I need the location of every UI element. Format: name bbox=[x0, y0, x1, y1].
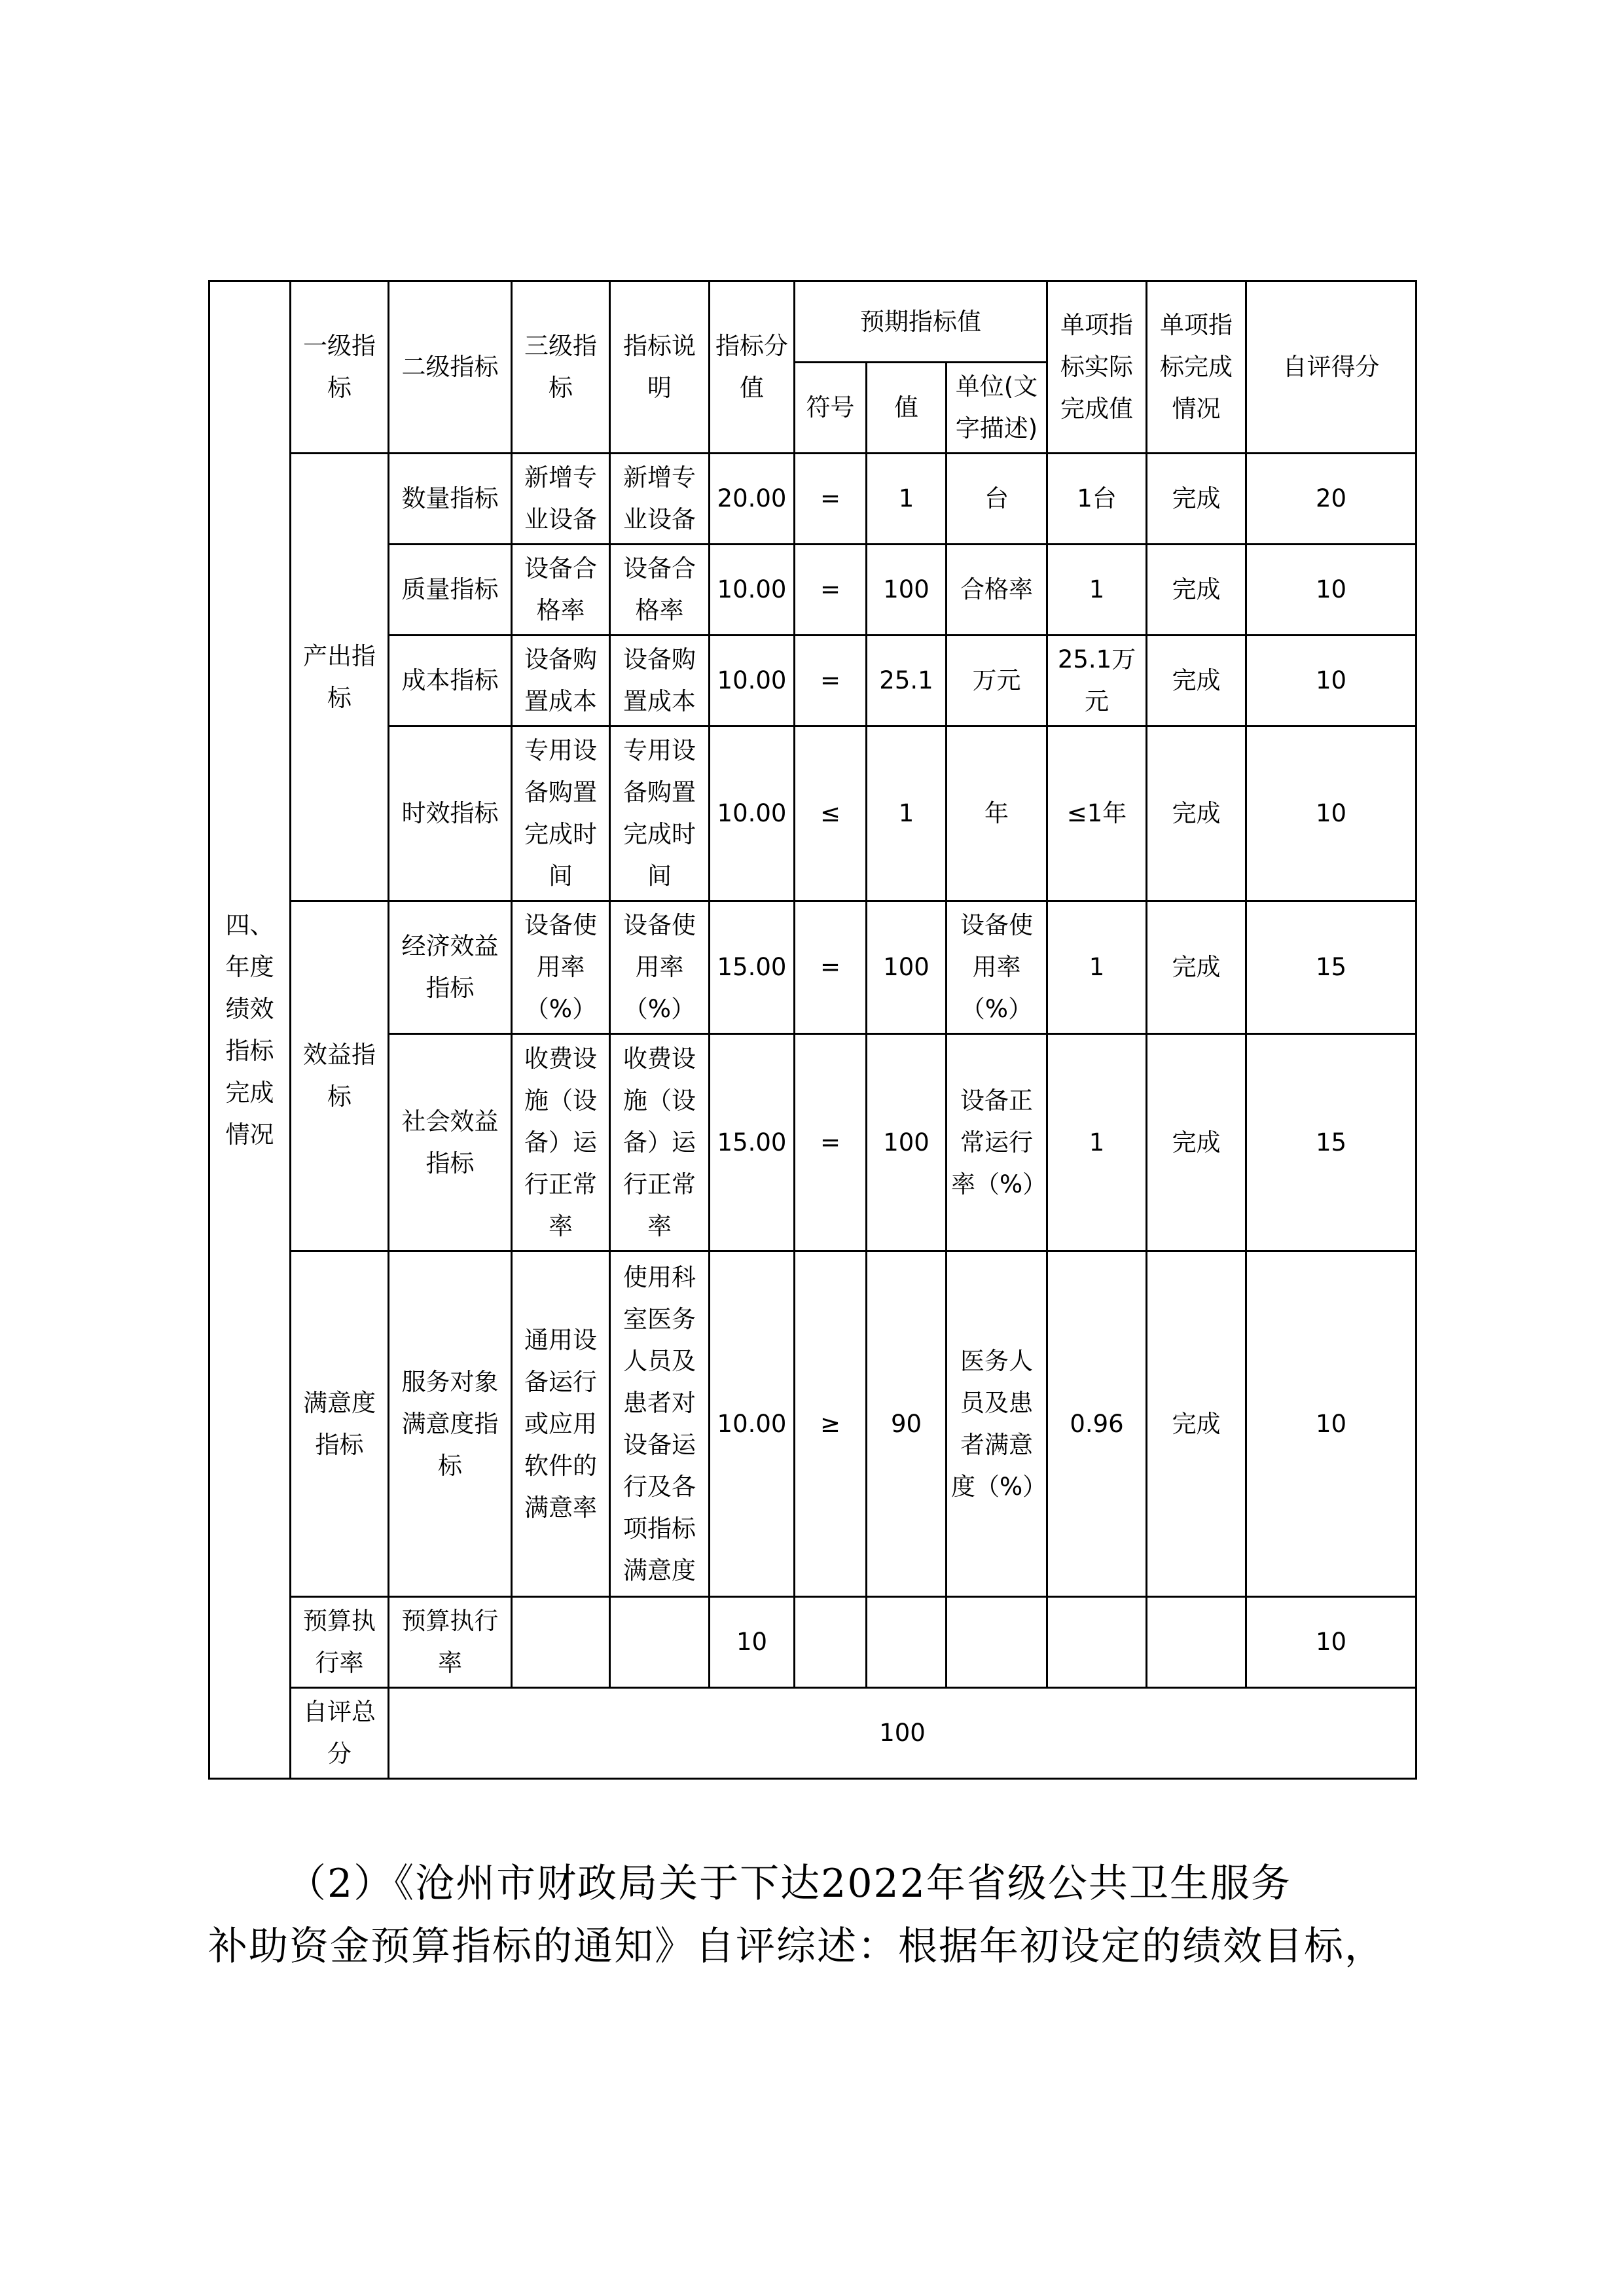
cell-unit: 医务人员及患者满意度（%） bbox=[947, 1251, 1047, 1597]
header-value: 值 bbox=[867, 363, 947, 454]
cell-desc: 设备购置成本 bbox=[610, 636, 710, 726]
cell-score: 20 bbox=[1246, 454, 1416, 545]
table-row bbox=[209, 726, 1416, 901]
cell-symbol bbox=[795, 1597, 867, 1688]
cell-symbol: = bbox=[795, 454, 867, 545]
header-row-1 bbox=[209, 281, 1416, 363]
cell-desc bbox=[610, 1597, 710, 1688]
cell-actual: ≤1年 bbox=[1047, 726, 1147, 901]
group-budget: 预算执行率 bbox=[291, 1597, 389, 1688]
group-output: 产出指标 bbox=[291, 454, 389, 901]
cell-value: 1 bbox=[867, 454, 947, 545]
cell-level3: 设备购置成本 bbox=[512, 636, 610, 726]
cell-level2: 数量指标 bbox=[389, 454, 512, 545]
cell-level3: 专用设备购置完成时间 bbox=[512, 726, 610, 901]
cell-weight: 20.00 bbox=[710, 454, 795, 545]
header-actual: 单项指标实际完成值 bbox=[1047, 281, 1147, 454]
group-benefit: 效益指标 bbox=[291, 901, 389, 1251]
cell-unit: 年 bbox=[947, 726, 1047, 901]
cell-unit: 设备使用率（%） bbox=[947, 901, 1047, 1034]
cell-actual: 25.1万元 bbox=[1047, 636, 1147, 726]
cell-level2: 经济效益指标 bbox=[389, 901, 512, 1034]
cell-symbol: = bbox=[795, 901, 867, 1034]
cell-status bbox=[1147, 1597, 1246, 1688]
cell-level2: 时效指标 bbox=[389, 726, 512, 901]
cell-level2: 社会效益指标 bbox=[389, 1034, 512, 1251]
table-row bbox=[209, 454, 1416, 545]
cell-weight: 10.00 bbox=[710, 545, 795, 636]
cell-unit: 台 bbox=[947, 454, 1047, 545]
cell-value bbox=[867, 1597, 947, 1688]
header-expected: 预期指标值 bbox=[795, 281, 1047, 363]
cell-score: 10 bbox=[1246, 545, 1416, 636]
cell-actual: 1 bbox=[1047, 545, 1147, 636]
cell-status: 完成 bbox=[1147, 545, 1246, 636]
cell-unit bbox=[947, 1597, 1047, 1688]
cell-actual: 0.96 bbox=[1047, 1251, 1147, 1597]
cell-status: 完成 bbox=[1147, 901, 1246, 1034]
table-row bbox=[209, 1597, 1416, 1688]
cell-symbol: = bbox=[795, 1034, 867, 1251]
cell-status: 完成 bbox=[1147, 636, 1246, 726]
cell-desc: 设备使用率（%） bbox=[610, 901, 710, 1034]
cell-actual: 1台 bbox=[1047, 454, 1147, 545]
cell-score: 10 bbox=[1246, 726, 1416, 901]
cell-status: 完成 bbox=[1147, 1034, 1246, 1251]
cell-symbol: = bbox=[795, 636, 867, 726]
cell-score: 10 bbox=[1246, 636, 1416, 726]
cell-actual: 1 bbox=[1047, 1034, 1147, 1251]
cell-weight: 15.00 bbox=[710, 901, 795, 1034]
header-desc: 指标说明 bbox=[610, 281, 710, 454]
cell-weight: 10 bbox=[710, 1597, 795, 1688]
cell-unit: 万元 bbox=[947, 636, 1047, 726]
table-row bbox=[209, 1251, 1416, 1597]
total-score: 100 bbox=[389, 1688, 1416, 1779]
cell-value: 100 bbox=[867, 1034, 947, 1251]
cell-symbol: = bbox=[795, 545, 867, 636]
table-row bbox=[209, 545, 1416, 636]
paragraph-line-2: 补助资金预算指标的通知》自评综述：根据年初设定的绩效目标， bbox=[208, 1924, 1385, 1969]
header-symbol: 符号 bbox=[795, 363, 867, 454]
cell-desc: 收费设施（设备）运行正常率 bbox=[610, 1034, 710, 1251]
cell-desc: 设备合格率 bbox=[610, 545, 710, 636]
cell-weight: 10.00 bbox=[710, 636, 795, 726]
cell-level3 bbox=[512, 1597, 610, 1688]
cell-value: 90 bbox=[867, 1251, 947, 1597]
cell-status: 完成 bbox=[1147, 726, 1246, 901]
header-level1: 一级指标 bbox=[291, 281, 389, 454]
cell-score: 10 bbox=[1246, 1251, 1416, 1597]
cell-status: 完成 bbox=[1147, 1251, 1246, 1597]
cell-weight: 15.00 bbox=[710, 1034, 795, 1251]
cell-value: 100 bbox=[867, 901, 947, 1034]
header-score: 自评得分 bbox=[1246, 281, 1416, 454]
cell-level2: 服务对象满意度指标 bbox=[389, 1251, 512, 1597]
cell-weight: 10.00 bbox=[710, 1251, 795, 1597]
cell-score: 10 bbox=[1246, 1597, 1416, 1688]
cell-level2: 预算执行率 bbox=[389, 1597, 512, 1688]
cell-symbol: ≤ bbox=[795, 726, 867, 901]
cell-desc: 新增专业设备 bbox=[610, 454, 710, 545]
cell-desc: 专用设备购置完成时间 bbox=[610, 726, 710, 901]
cell-value: 1 bbox=[867, 726, 947, 901]
group-total: 自评总分 bbox=[291, 1688, 389, 1779]
cell-level3: 通用设备运行或应用软件的满意率 bbox=[512, 1251, 610, 1597]
cell-level3: 新增专业设备 bbox=[512, 454, 610, 545]
cell-level3: 设备合格率 bbox=[512, 545, 610, 636]
header-status: 单项指标完成情况 bbox=[1147, 281, 1246, 454]
cell-actual bbox=[1047, 1597, 1147, 1688]
cell-symbol: ≥ bbox=[795, 1251, 867, 1597]
total-row bbox=[209, 1688, 1416, 1779]
cell-value: 100 bbox=[867, 545, 947, 636]
section-title-cell: 四、年度绩效指标完成情况 bbox=[209, 281, 291, 1779]
table-row bbox=[209, 1034, 1416, 1251]
header-level2: 二级指标 bbox=[389, 281, 512, 454]
performance-table bbox=[208, 280, 1417, 1780]
header-weight: 指标分值 bbox=[710, 281, 795, 454]
cell-level2: 成本指标 bbox=[389, 636, 512, 726]
cell-actual: 1 bbox=[1047, 901, 1147, 1034]
table-row bbox=[209, 636, 1416, 726]
cell-level2: 质量指标 bbox=[389, 545, 512, 636]
cell-score: 15 bbox=[1246, 1034, 1416, 1251]
cell-desc: 使用科室医务人员及患者对设备运行及各项指标满意度 bbox=[610, 1251, 710, 1597]
paragraph-line-1: （2）《沧州市财政局关于下达2022年省级公共卫生服务 bbox=[287, 1861, 1291, 1907]
header-unit: 单位(文字描述) bbox=[947, 363, 1047, 454]
header-level3: 三级指标 bbox=[512, 281, 610, 454]
cell-score: 15 bbox=[1246, 901, 1416, 1034]
cell-status: 完成 bbox=[1147, 454, 1246, 545]
cell-level3: 设备使用率（%） bbox=[512, 901, 610, 1034]
group-satisfaction: 满意度指标 bbox=[291, 1251, 389, 1597]
cell-level3: 收费设施（设备）运行正常率 bbox=[512, 1034, 610, 1251]
cell-value: 25.1 bbox=[867, 636, 947, 726]
table-row bbox=[209, 901, 1416, 1034]
cell-unit: 合格率 bbox=[947, 545, 1047, 636]
cell-unit: 设备正常运行率（%） bbox=[947, 1034, 1047, 1251]
cell-weight: 10.00 bbox=[710, 726, 795, 901]
